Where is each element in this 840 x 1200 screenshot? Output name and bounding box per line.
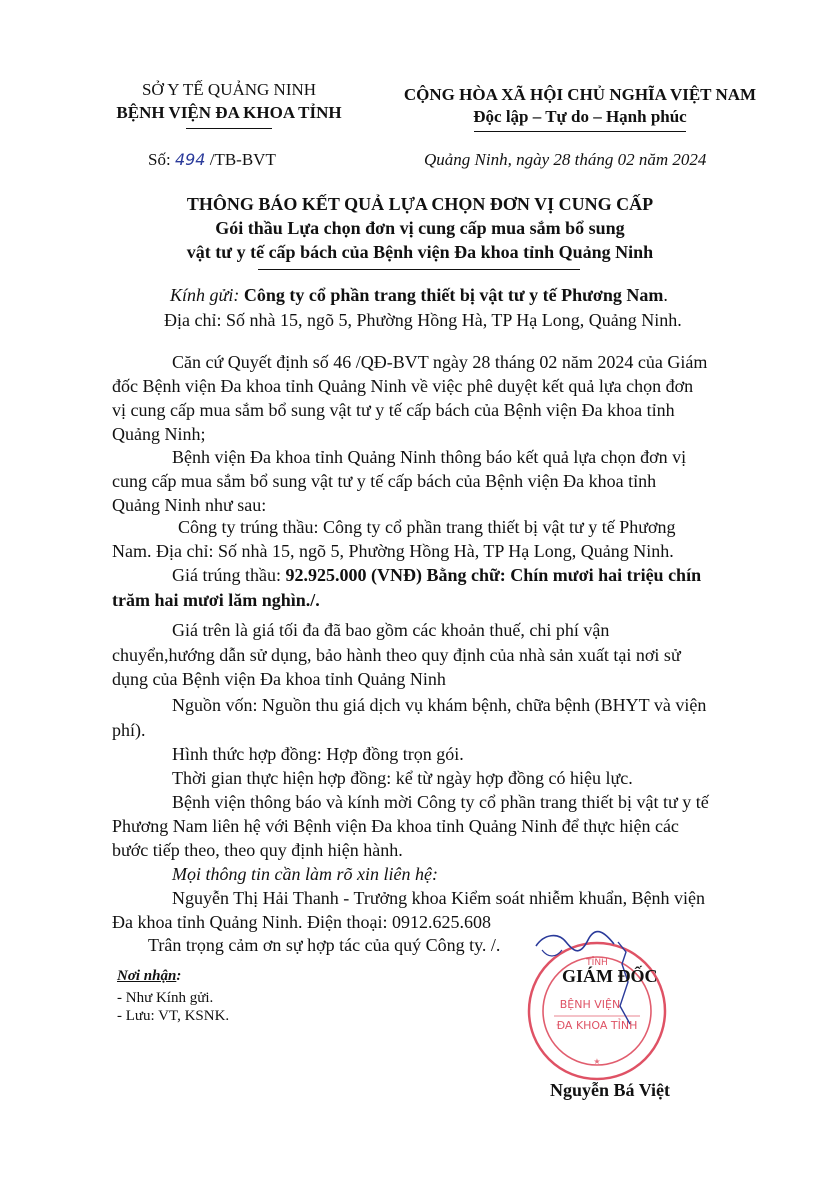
note-line1: Giá trên là giá tối đa đã bao gồm các khoản thuế, chi phí vận <box>172 620 610 640</box>
invite-line2: Phương Nam liên hệ với Bệnh viện Đa khoa tỉnh Quảng Ninh để thực hiện các <box>112 816 679 836</box>
svg-text:TỈNH: TỈNH <box>586 958 608 968</box>
svg-text:★: ★ <box>593 1057 601 1066</box>
price-line <box>172 565 701 586</box>
note-line3: dụng của Bệnh viện Đa khoa tỉnh Quảng Ninh <box>112 669 446 689</box>
org-underline <box>186 128 272 129</box>
p2-line1: Bệnh viện Đa khoa tỉnh Quảng Ninh thông báo kết quả lựa chọn đơn vị <box>172 447 687 467</box>
issuing-authority: SỞ Y TẾ QUẢNG NINH <box>141 80 317 99</box>
motto-underline <box>474 131 686 132</box>
contact-line1: Nguyễn Thị Hải Thanh - Trưởng khoa Kiểm soát nhiễm khuẩn, Bệnh viện <box>172 888 706 908</box>
p1-line4: Quảng Ninh; <box>112 424 206 444</box>
thanks-line: Trân trọng cảm ơn sự hợp tác của quý Công ty. /. <box>148 935 501 955</box>
contact-line2: Đa khoa tỉnh Quảng Ninh. Điện thoại: 0912.625.608 <box>112 912 491 932</box>
invite-line3: bước tiếp theo, theo quy định hiện hành. <box>112 840 403 860</box>
price-words: trăm hai mươi lăm nghìn./. <box>112 590 320 610</box>
signer-name: Nguyễn Bá Việt <box>550 1080 671 1100</box>
national-motto: Độc lập – Tự do – Hạnh phúc <box>473 107 687 126</box>
recipient-label: Kính gửi: <box>170 285 240 305</box>
document-number <box>148 150 276 170</box>
document-title: THÔNG BÁO KẾT QUẢ LỰA CHỌN ĐƠN VỊ CUNG CẤP <box>186 194 654 214</box>
p2-line2: cung cấp mua sắm bổ sung vật tư y tế cấp bách của Bệnh viện Đa khoa tỉnh <box>112 471 657 491</box>
price-label: Giá trúng thầu: <box>172 565 281 585</box>
number-prefix: Số: <box>148 150 171 169</box>
document-subject-line1: Gói thầu Lựa chọn đơn vị cung cấp mua sắm bổ sung <box>215 218 625 238</box>
recipient-item: - Như Kính gửi. <box>117 990 214 1006</box>
document-subject-line2: vật tư y tế cấp bách của Bệnh viện Đa khoa tỉnh Quảng Ninh <box>186 242 654 262</box>
place-date: Quảng Ninh, ngày 28 tháng 02 năm 2024 <box>424 150 707 169</box>
recipient-item: - Lưu: VT, KSNK. <box>117 1008 230 1024</box>
winner-line1: Công ty trúng thầu: Công ty cổ phần trang thiết bị vật tư y tế Phương <box>178 517 676 537</box>
title-underline <box>258 269 580 270</box>
recipient-address: Địa chỉ: Số nhà 15, ngõ 5, Phường Hồng Hà, TP Hạ Long, Quảng Ninh. <box>164 310 682 330</box>
signer-title: GIÁM ĐỐC <box>562 966 658 986</box>
contract-form: Hình thức hợp đồng: Hợp đồng trọn gói. <box>172 744 464 764</box>
recipients-heading: Nơi nhận: <box>117 968 182 984</box>
p1-line3: vị cung cấp mua sắm bổ sung vật tư y tế cấp bách của Bệnh viện Đa khoa tỉnh <box>112 400 675 420</box>
number-suffix: /TB-BVT <box>209 150 276 169</box>
svg-text:BỆNH VIỆN: BỆNH VIỆN <box>559 998 621 1011</box>
issuing-organization: BỆNH VIỆN ĐA KHOA TỈNH <box>116 103 342 122</box>
p1-line2: đốc Bệnh viện Đa khoa tỉnh Quảng Ninh về việc phê duyệt kết quả lựa chọn đơn <box>112 376 694 396</box>
note-line2: chuyển,hướng dẫn sử dụng, bảo hành theo quy định của nhà sản xuất tại nơi sử <box>112 645 681 665</box>
p1-line1: Căn cứ Quyết định số 46 /QĐ-BVT ngày 28 tháng 02 năm 2024 của Giám <box>172 352 708 372</box>
contact-label: Mọi thông tin cần làm rõ xin liên hệ: <box>172 864 438 884</box>
national-title: CỘNG HÒA XÃ HỘI CHỦ NGHĨA VIỆT NAM <box>403 85 757 104</box>
recipient-line: Kính gửi: Công ty cổ phần trang thiết bị vật tư y tế Phương Nam. <box>170 285 668 305</box>
p2-line3: Quảng Ninh như sau: <box>112 495 267 515</box>
invite-line1: Bệnh viện thông báo và kính mời Công ty cổ phần trang thiết bị vật tư y tế <box>172 792 709 812</box>
winner-line2: Nam. Địa chỉ: Số nhà 15, ngõ 5, Phường Hồng Hà, TP Hạ Long, Quảng Ninh. <box>112 541 674 561</box>
svg-text:ĐA KHOA TỈNH: ĐA KHOA TỈNH <box>556 1019 638 1032</box>
recipients-label: Nơi nhận <box>117 968 177 984</box>
fund-line1: Nguồn vốn: Nguồn thu giá dịch vụ khám bệnh, chữa bệnh (BHYT và viện <box>172 695 707 715</box>
recipient-name: Công ty cổ phần trang thiết bị vật tư y tế Phương Nam <box>243 285 664 305</box>
fund-line2: phí). <box>112 720 146 740</box>
price-value: 92.925.000 (VNĐ) Bằng chữ: Chín mươi hai triệu chín <box>285 565 702 585</box>
handwritten-number: 494 <box>174 150 206 169</box>
contract-time: Thời gian thực hiện hợp đồng: kể từ ngày hợp đồng có hiệu lực. <box>172 768 633 788</box>
